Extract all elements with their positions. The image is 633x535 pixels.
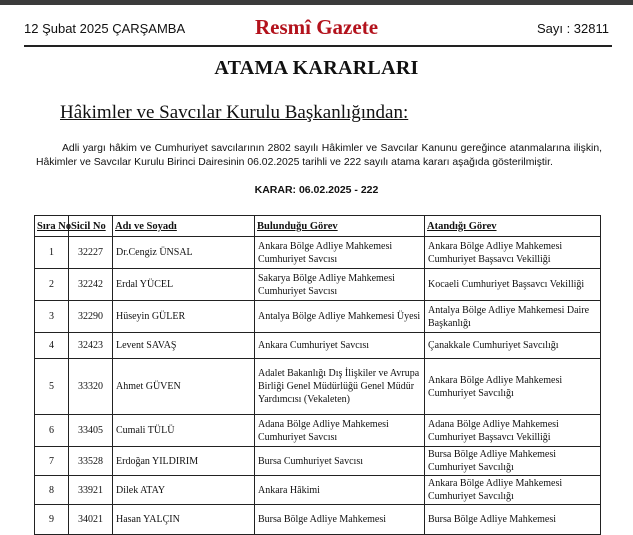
row-new-post: Bursa Bölge Adliye Mahkemesi	[425, 505, 601, 535]
row-new-post: Kocaeli Cumhuriyet Başsavcı Vekilliği	[425, 269, 601, 301]
table-row	[35, 301, 601, 333]
table-row	[35, 269, 601, 301]
table-row	[35, 237, 601, 269]
row-current-post: Ankara Cumhuriyet Savcısı	[255, 333, 425, 359]
column-header-new-post: Atandığı Görev	[425, 216, 601, 237]
institution-heading: Hâkimler ve Savcılar Kurulu Başkanlığından:	[60, 102, 409, 123]
header-rule	[24, 45, 612, 47]
row-name: Levent SAVAŞ	[113, 333, 255, 359]
row-current-post: Sakarya Bölge Adliye Mahkemesi Cumhuriyet Savcısı	[255, 269, 425, 301]
row-name: Cumali TÜLÜ	[113, 415, 255, 447]
masthead	[0, 5, 633, 45]
row-current-post: Bursa Bölge Adliye Mahkemesi	[255, 505, 425, 535]
appointments-table	[34, 215, 601, 535]
row-new-post: Çanakkale Cumhuriyet Savcılığı	[425, 333, 601, 359]
row-name: Dr.Cengiz ÜNSAL	[113, 237, 255, 269]
table-row	[35, 359, 601, 415]
row-sicil: 33921	[69, 476, 113, 505]
row-current-post: Adalet Bakanlığı Dış İlişkiler ve Avrupa Birliği Genel Müdürlüğü Genel Müdür Yardımcısı (Vekaleten)	[255, 359, 425, 415]
row-sira: 9	[35, 505, 69, 535]
row-sira: 7	[35, 447, 69, 476]
column-header-sicil-no: Sicil No	[69, 216, 113, 237]
row-sira: 3	[35, 301, 69, 333]
row-sicil: 32423	[69, 333, 113, 359]
table-header-row	[35, 216, 601, 237]
row-sicil: 33405	[69, 415, 113, 447]
row-name: Hasan YALÇIN	[113, 505, 255, 535]
row-sicil: 34021	[69, 505, 113, 535]
issue-date: 12 Şubat 2025 ÇARŞAMBA	[24, 21, 186, 36]
row-name: Ahmet GÜVEN	[113, 359, 255, 415]
column-header-current-post: Bulunduğu Görev	[255, 216, 425, 237]
row-sicil: 33320	[69, 359, 113, 415]
row-sicil: 33528	[69, 447, 113, 476]
table-row	[35, 447, 601, 476]
issue-number: Sayı : 32811	[536, 21, 609, 36]
row-new-post: Ankara Bölge Adliye Mahkemesi Cumhuriyet Başsavcı Vekilliği	[425, 237, 601, 269]
table-row	[35, 476, 601, 505]
row-new-post: Bursa Bölge Adliye Mahkemesi Cumhuriyet Savcılığı	[425, 447, 601, 476]
row-new-post: Adana Bölge Adliye Mahkemesi Cumhuriyet Başsavcı Vekilliği	[425, 415, 601, 447]
row-sira: 1	[35, 237, 69, 269]
row-current-post: Antalya Bölge Adliye Mahkemesi Üyesi	[255, 301, 425, 333]
column-header-name: Adı ve Soyadı	[113, 216, 255, 237]
row-name: Erdoğan YILDIRIM	[113, 447, 255, 476]
intro-paragraph: Adli yargı hâkim ve Cumhuriyet savcılarının 2802 sayılı Hâkimler ve Savcılar Kanunu gereğince atanmalarına ilişkin, Hâkimler ve Savcılar Kurulu Birinci Dairesinin 06.02.2025 tarihli ve 222 sayılı atama kararı aşağıda gösterilmiştir.	[36, 143, 602, 168]
section-title: ATAMA KARARLARI	[214, 57, 419, 79]
row-sicil: 32242	[69, 269, 113, 301]
gazette-title: Resmî Gazete	[254, 15, 379, 39]
row-sira: 6	[35, 415, 69, 447]
table-row	[35, 415, 601, 447]
row-current-post: Bursa Cumhuriyet Savcısı	[255, 447, 425, 476]
row-current-post: Adana Bölge Adliye Mahkemesi Cumhuriyet Savcısı	[255, 415, 425, 447]
row-sira: 4	[35, 333, 69, 359]
row-name: Dilek ATAY	[113, 476, 255, 505]
row-sicil: 32227	[69, 237, 113, 269]
decision-number: KARAR: 06.02.2025 - 222	[254, 184, 379, 196]
row-sira: 8	[35, 476, 69, 505]
row-name: Hüseyin GÜLER	[113, 301, 255, 333]
table-row	[35, 333, 601, 359]
row-new-post: Antalya Bölge Adliye Mahkemesi Daire Başkanlığı	[425, 301, 601, 333]
row-new-post: Ankara Bölge Adliye Mahkemesi Cumhuriyet Savcılığı	[425, 476, 601, 505]
row-sira: 5	[35, 359, 69, 415]
row-sicil: 32290	[69, 301, 113, 333]
row-current-post: Ankara Hâkimi	[255, 476, 425, 505]
row-sira: 2	[35, 269, 69, 301]
table-row	[35, 505, 601, 535]
row-name: Erdal YÜCEL	[113, 269, 255, 301]
column-header-sira-no: Sıra No	[35, 216, 69, 237]
row-current-post: Ankara Bölge Adliye Mahkemesi Cumhuriyet Savcısı	[255, 237, 425, 269]
row-new-post: Ankara Bölge Adliye Mahkemesi Cumhuriyet Savcılığı	[425, 359, 601, 415]
